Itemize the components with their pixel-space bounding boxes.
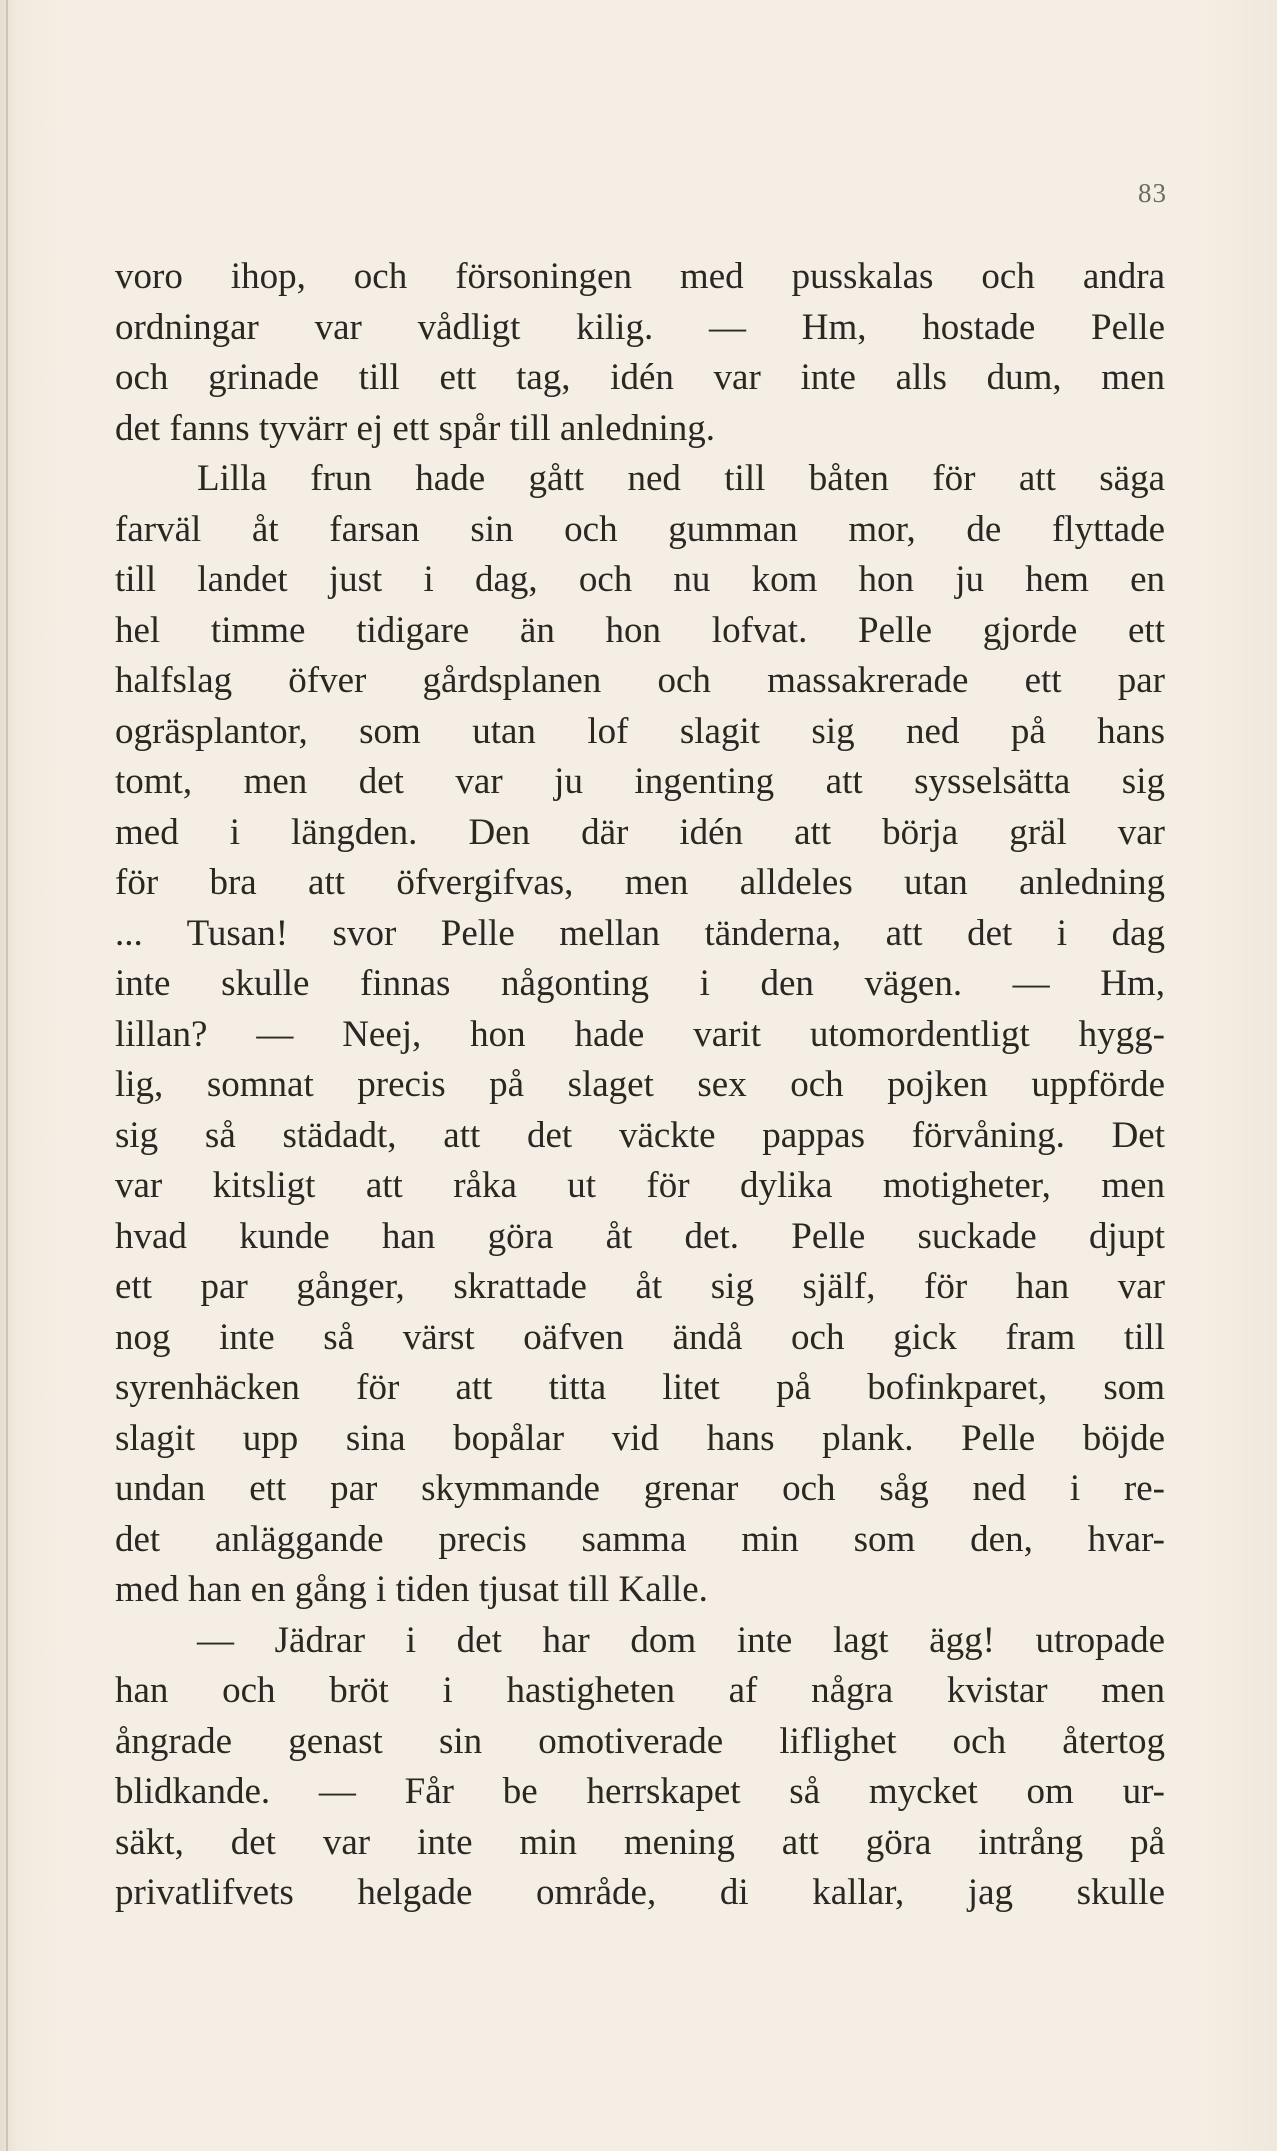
text-line: ångrade genast sin omotiverade liflighet och återtog <box>115 1720 1165 1762</box>
text-line: för bra att öfvergifvas, men alldeles utan anledning <box>115 862 1165 903</box>
text-line: hel timme tidigare än hon lofvat. Pelle gjorde ett <box>115 609 1165 651</box>
body-text <box>115 252 1165 1919</box>
text-line: nog inte så värst oäfven ändå och gick fram till <box>115 1316 1165 1358</box>
text-line: privatlifvets helgade område, di kallar, jag skulle <box>115 1872 1165 1913</box>
text-line: med i längden. Den där idén att börja gräl var <box>115 811 1165 853</box>
text-line: undan ett par skymmande grenar och såg ned i re- <box>115 1468 1165 1509</box>
text-line: tomt, men det var ju ingenting att sysselsätta sig <box>115 761 1165 802</box>
text-line: ... Tusan! svor Pelle mellan tänderna, att det i dag <box>115 912 1165 954</box>
text-line: till landet just i dag, och nu kom hon ju hem en <box>115 559 1165 600</box>
page-gutter-edge <box>6 0 8 2151</box>
text-line: ordningar var vådligt kilig. — Hm, hostade Pelle <box>115 306 1165 348</box>
text-line: han och bröt i hastigheten af några kvistar men <box>115 1670 1165 1711</box>
text-line: slagit upp sina bopålar vid hans plank. Pelle böjde <box>115 1417 1165 1459</box>
text-line: farväl åt farsan sin och gumman mor, de flyttade <box>115 508 1165 550</box>
text-line: det anläggande precis samma min som den, hvar- <box>115 1518 1165 1560</box>
text-line: hvad kunde han göra åt det. Pelle suckade djupt <box>115 1215 1165 1257</box>
text-line: säkt, det var inte min mening att göra intrång på <box>115 1821 1165 1863</box>
text-line: Lilla frun hade gått ned till båten för att säga <box>197 458 1165 499</box>
text-line: var kitsligt att råka ut för dylika motigheter, men <box>115 1165 1165 1206</box>
text-line: lig, somnat precis på slaget sex och pojken uppförde <box>115 1064 1165 1105</box>
text-line: halfslag öfver gårdsplanen och massakrerade ett par <box>115 660 1165 701</box>
text-line: — Jädrar i det har dom inte lagt ägg! utropade <box>197 1619 1165 1661</box>
page-number: 83 <box>1138 178 1167 208</box>
text-line: sig så städadt, att det väckte pappas förvåning. Det <box>115 1114 1165 1156</box>
text-line: blidkande. — Får be herrskapet så mycket om ur- <box>115 1771 1165 1812</box>
text-line: ett par gånger, skrattade åt sig själf, för han var <box>115 1266 1165 1307</box>
text-line: voro ihop, och försoningen med pusskalas och andra <box>115 256 1165 297</box>
text-line: syrenhäcken för att titta litet på bofinkparet, som <box>115 1367 1165 1408</box>
text-line: lillan? — Neej, hon hade varit utomordentligt hygg- <box>115 1013 1165 1055</box>
text-line: med han en gång i tiden tjusat till Kalle. <box>115 1569 708 1610</box>
text-line: ogräsplantor, som utan lof slagit sig ned på hans <box>115 710 1165 752</box>
text-line: och grinade till ett tag, idén var inte alls dum, men <box>115 357 1165 398</box>
text-line: inte skulle finnas någonting i den vägen. — Hm, <box>115 963 1165 1004</box>
text-line: det fanns tyvärr ej ett spår till anledning. <box>115 407 716 449</box>
